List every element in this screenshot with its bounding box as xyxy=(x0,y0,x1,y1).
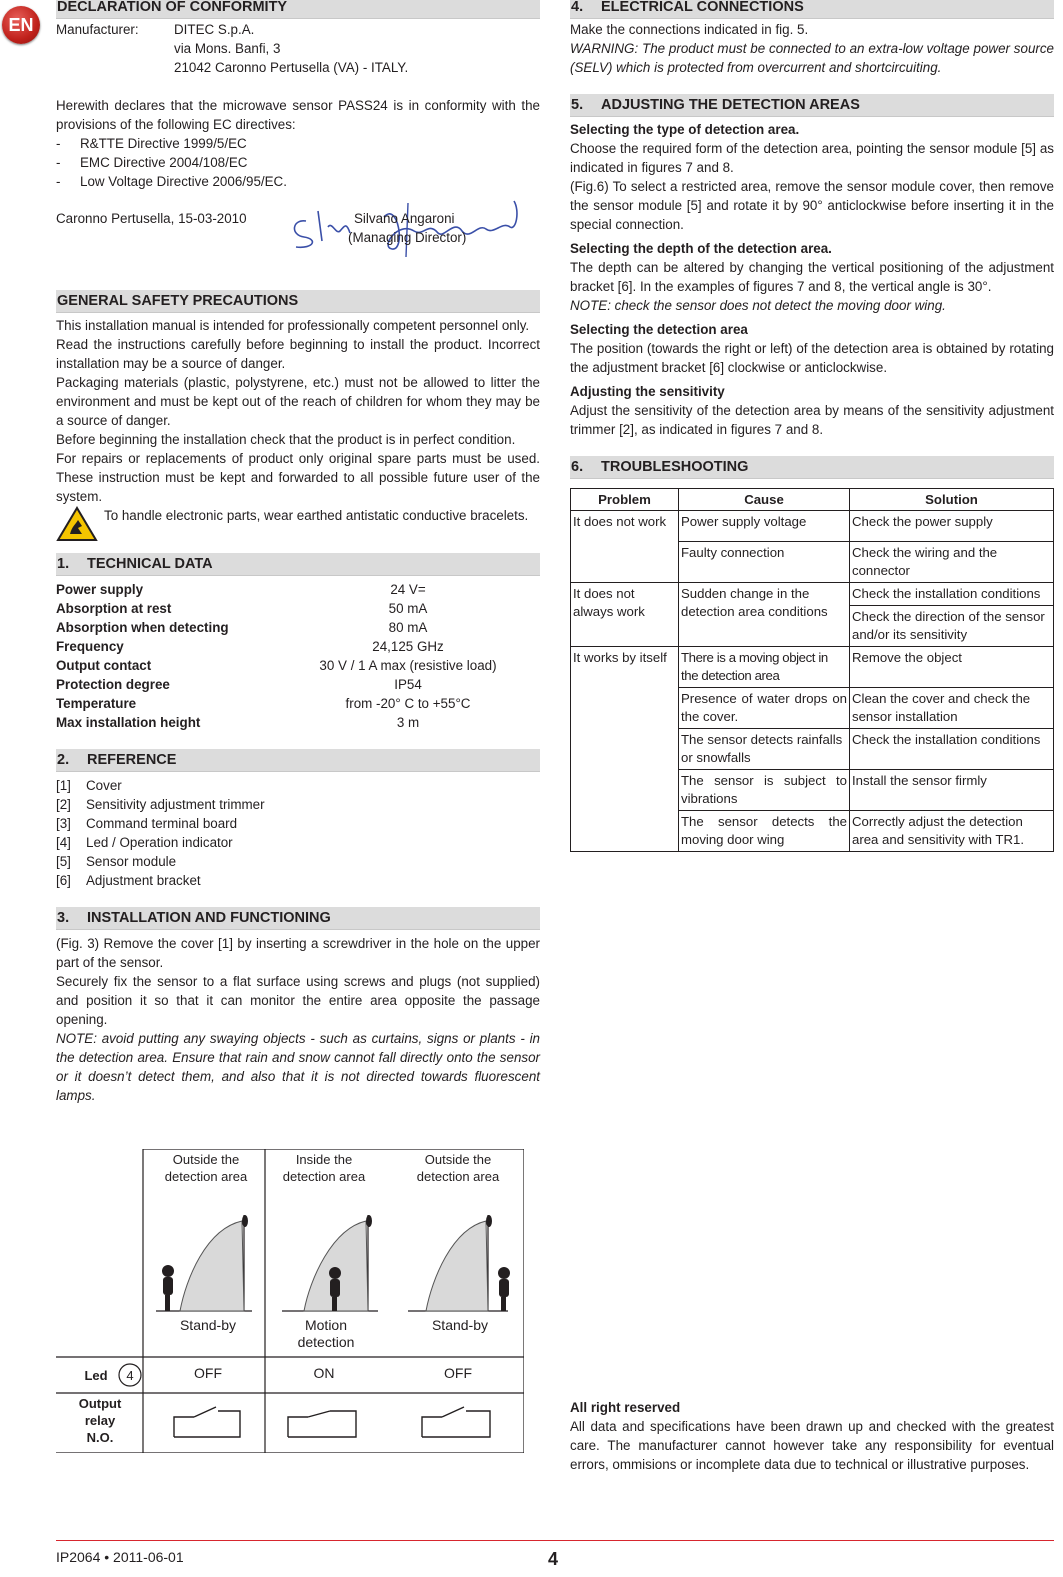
installation-paragraph: Securely fix the sensor to a flat surface using screws and plugs (not supplied) and position it so that it can monitor the entire area opposite the passage opening. xyxy=(56,974,540,1027)
directive-item: - Low Voltage Directive 2006/95/EC. xyxy=(56,172,540,191)
electrical-warning: WARNING: The product must be connected to an extra-low voltage power source (SELV) which is protected from overcurrent and shortcircuiting. xyxy=(570,41,1054,75)
rights-title: All right reserved xyxy=(570,1400,681,1415)
safety-paragraph: Before beginning the installation check that the product is in perfect condition. xyxy=(56,432,516,447)
technical-row xyxy=(56,637,540,656)
scene-standby-right xyxy=(408,1215,510,1311)
led-label: Led xyxy=(84,1368,108,1383)
electrical-heading xyxy=(570,0,1054,19)
manufacturer-line: DITEC S.p.A. xyxy=(174,22,255,37)
state-label: Stand-by xyxy=(179,1317,237,1333)
esd-warning-icon xyxy=(56,506,98,542)
electrical-paragraph: Make the connections indicated in fig. 5. xyxy=(570,22,809,37)
technical-data-table xyxy=(56,580,540,732)
page-number: 4 xyxy=(548,1549,559,1569)
rights-text: All data and specifications have been drawn up and checked with the greatest care. The manufacturer cannot however take any responsibility for eventual errors, ommisions or incomplete data due to technical or illustrative purposes. xyxy=(570,1419,1054,1472)
ref-text: Led / Operation indicator xyxy=(86,835,233,850)
cause-cell: Faulty connection xyxy=(679,542,850,583)
led-state: ON xyxy=(313,1365,335,1381)
tech-key: Absorption at rest xyxy=(56,601,172,616)
tech-value: 50 mA xyxy=(388,601,428,616)
adjusting-heading xyxy=(570,94,1054,117)
reference-item xyxy=(56,871,540,890)
led-ref: 4 xyxy=(126,1368,134,1383)
technical-row xyxy=(56,580,540,599)
led-state: OFF xyxy=(194,1365,222,1381)
state-label: Motion detection xyxy=(297,1317,355,1350)
section-title: ELECTRICAL CONNECTIONS xyxy=(601,0,804,15)
tech-value: 24,125 GHz xyxy=(372,639,444,654)
adjust-subheading: Adjusting the sensitivity xyxy=(570,384,725,399)
place-date: Caronno Pertusella, 15-03-2010 xyxy=(56,211,247,226)
scene-motion xyxy=(282,1215,378,1311)
safety-paragraph: This installation manual is intended for professionally competent personnel only. xyxy=(56,318,530,333)
adjust-subheading: Selecting the type of detection area. xyxy=(570,122,800,137)
technical-row xyxy=(56,656,540,675)
cause-cell: Sudden change in the detection area conditions xyxy=(679,583,850,647)
solution-cell: Clean the cover and check the sensor installation xyxy=(850,688,1054,729)
safety-paragraph: Read the instructions carefully before beginning to install the product. Incorrect installation may be a source of danger. xyxy=(56,337,540,371)
tech-key: Max installation height xyxy=(56,715,201,730)
language-badge: EN xyxy=(2,6,40,44)
tech-value: from -20° C to +55°C xyxy=(345,696,471,711)
reference-list xyxy=(56,776,540,890)
state-label: Stand-by xyxy=(431,1317,489,1333)
solution-cell: Check the direction of the sensor and/or its sensitivity xyxy=(850,606,1054,647)
reference-item xyxy=(56,852,540,871)
reference-heading xyxy=(56,749,540,772)
solution-cell: Check the installation conditions xyxy=(850,583,1054,606)
column-header: Problem xyxy=(571,489,679,511)
ref-number: [3] xyxy=(56,816,71,831)
adjust-text: (Fig.6) To select a restricted area, remove the sensor module cover, then remove the sensor module [5] and rotate it by 90° anticlockwise before inserting it in the special connection. xyxy=(570,179,1054,232)
technical-row xyxy=(56,675,540,694)
ref-number: [2] xyxy=(56,797,71,812)
technical-row xyxy=(56,599,540,618)
directive-item: - R&TTE Directive 1999/5/EC xyxy=(56,134,540,153)
solution-cell: Check the wiring and the connector xyxy=(850,542,1054,583)
column-header: Cause xyxy=(679,489,850,511)
manufacturer-block xyxy=(56,20,540,77)
right-column xyxy=(570,0,1054,1472)
adjust-text: Choose the required form of the detection area, pointing the sensor module [5] as indicated in figures 7 and 8. xyxy=(570,141,1054,175)
declaration-intro: Herewith declares that the microwave sensor PASS24 is in conformity with the provisions of the following EC directives: xyxy=(56,98,540,132)
column-header: Solution xyxy=(850,489,1054,511)
tech-value: 24 V= xyxy=(390,582,426,597)
section-title: TROUBLESHOOTING xyxy=(601,459,749,475)
tech-value: 3 m xyxy=(396,715,420,730)
section-title: INSTALLATION AND FUNCTIONING xyxy=(87,910,331,926)
manufacturer-line: 21042 Caronno Pertusella (VA) - ITALY. xyxy=(174,60,409,75)
section-title: REFERENCE xyxy=(87,752,177,768)
col-header: Inside the detection area xyxy=(282,1152,366,1184)
ref-text: Sensitivity adjustment trimmer xyxy=(86,797,265,812)
signatory-role: (Managing Director) xyxy=(348,230,467,245)
footer-divider xyxy=(56,1540,1054,1541)
adjust-subheading: Selecting the depth of the detection area. xyxy=(570,241,832,256)
problem-cell: It works by itself xyxy=(571,647,679,852)
ref-number: [6] xyxy=(56,873,71,888)
tech-key: Absorption when detecting xyxy=(56,620,229,635)
reference-item xyxy=(56,795,540,814)
table-row xyxy=(571,511,1054,542)
adjust-text: Adjust the sensitivity of the detection area by means of the sensitivity adjustment trimmer [2], as indicated in figures 7 and 8. xyxy=(570,403,1054,437)
tech-key: Frequency xyxy=(56,639,124,654)
ref-text: Adjustment bracket xyxy=(86,873,201,888)
table-header-row xyxy=(571,489,1054,511)
technical-row xyxy=(56,618,540,637)
cause-cell: Power supply voltage xyxy=(679,511,850,542)
cause-cell: The sensor is subject to vibrations xyxy=(679,770,850,811)
tech-value: 80 mA xyxy=(388,620,428,635)
col-header: Outside the detection area xyxy=(416,1152,500,1184)
cause-cell: There is a moving object in the detection area xyxy=(679,647,850,688)
led-state: OFF xyxy=(444,1365,472,1381)
ref-number: [1] xyxy=(56,778,71,793)
adjust-note: NOTE: check the sensor does not detect the moving door wing. xyxy=(570,298,946,313)
cause-cell: The sensor detects the moving door wing xyxy=(679,811,850,852)
reference-item xyxy=(56,814,540,833)
signatory-name: Silvano Angaroni xyxy=(354,211,455,226)
relay-contacts xyxy=(174,1407,490,1437)
table-row xyxy=(571,583,1054,606)
technical-row xyxy=(56,694,540,713)
ref-text: Sensor module xyxy=(86,854,177,869)
installation-paragraph: (Fig. 3) Remove the cover [1] by inserting a screwdriver in the hole on the upper part of the sensor. xyxy=(56,936,540,970)
section-title: TECHNICAL DATA xyxy=(87,556,213,572)
section-number: 4. xyxy=(571,0,584,15)
ref-text: Command terminal board xyxy=(86,816,238,831)
ref-text: Cover xyxy=(86,778,122,793)
adjust-text: The depth can be altered by changing the vertical positioning of the adjustment bracket [6]. In the examples of figures 7 and 8, the vertical angle is 30°. xyxy=(570,260,1054,294)
safety-paragraph: For repairs or replacements of product only original spare parts must be used. These instruction must be kept and forwarded to all possible future user of the system. xyxy=(56,451,540,504)
section-title: ADJUSTING THE DETECTION AREAS xyxy=(601,97,860,113)
relay-label: Output relay N.O. xyxy=(78,1396,122,1445)
document-code: IP2064 • 2011-06-01 xyxy=(56,1549,184,1565)
safety-heading: GENERAL SAFETY PRECAUTIONS xyxy=(56,290,540,313)
section-number: 2. xyxy=(57,752,70,768)
solution-cell: Remove the object xyxy=(850,647,1054,688)
ref-number: [4] xyxy=(56,835,71,850)
section-number: 3. xyxy=(57,910,70,926)
section-number: 6. xyxy=(571,459,584,475)
problem-cell: It does not work xyxy=(571,511,679,583)
manufacturer-line: via Mons. Banfi, 3 xyxy=(174,41,281,56)
tech-key: Power supply xyxy=(56,582,144,597)
reference-item xyxy=(56,833,540,852)
tech-key: Protection degree xyxy=(56,677,170,692)
col-header: Outside the detection area xyxy=(164,1152,248,1184)
problem-cell: It does not always work xyxy=(571,583,679,647)
tech-value: IP54 xyxy=(394,677,422,692)
functioning-diagram xyxy=(56,1149,524,1453)
solution-cell: Check the power supply xyxy=(850,511,1054,542)
solution-cell: Correctly adjust the detection area and sensitivity with TR1. xyxy=(850,811,1054,852)
troubleshooting-heading xyxy=(570,456,1054,479)
adjust-text: The position (towards the right or left) of the detection area is obtained by rotating the adjustment bracket [6] clockwise or anticlockwise. xyxy=(570,341,1054,375)
tech-key: Temperature xyxy=(56,696,137,711)
section-number: 5. xyxy=(571,97,584,113)
technical-row xyxy=(56,713,540,732)
scene-standby-left xyxy=(156,1215,252,1311)
installation-heading xyxy=(56,907,540,930)
esd-note: To handle electronic parts, wear earthed antistatic conductive bracelets. xyxy=(104,508,529,523)
table-row xyxy=(571,647,1054,688)
adjust-subheading: Selecting the detection area xyxy=(570,322,748,337)
cause-cell: Presence of water drops on the cover. xyxy=(679,688,850,729)
section-number: 1. xyxy=(57,556,70,572)
declaration-heading: DECLARATION OF CONFORMITY xyxy=(56,0,540,19)
troubleshooting-table xyxy=(570,488,1054,852)
tech-key: Output contact xyxy=(56,658,152,673)
manufacturer-label: Manufacturer: xyxy=(56,22,139,37)
solution-cell: Install the sensor firmly xyxy=(850,770,1054,811)
left-column xyxy=(56,0,540,1105)
reference-item xyxy=(56,776,540,795)
safety-paragraph: Packaging materials (plastic, polystyrene, etc.) must not be allowed to litter the environment and must be kept out of the reach of children for whom they may be a source of danger. xyxy=(56,375,540,428)
installation-note: NOTE: avoid putting any swaying objects - such as curtains, signs or plants - in the detection area. Ensure that rain and snow cannot fall directly onto the sensor or it doesn’t detect them, and also that it is not directed towards fluorescent lamps. xyxy=(56,1031,540,1103)
cause-cell: The sensor detects rainfalls or snowfalls xyxy=(679,729,850,770)
ref-number: [5] xyxy=(56,854,71,869)
rights-block xyxy=(570,1398,1054,1474)
solution-cell: Check the installation conditions xyxy=(850,729,1054,770)
tech-value: 30 V / 1 A max (resistive load) xyxy=(319,658,497,673)
technical-heading xyxy=(56,553,540,576)
directive-item: - EMC Directive 2004/108/EC xyxy=(56,153,540,172)
